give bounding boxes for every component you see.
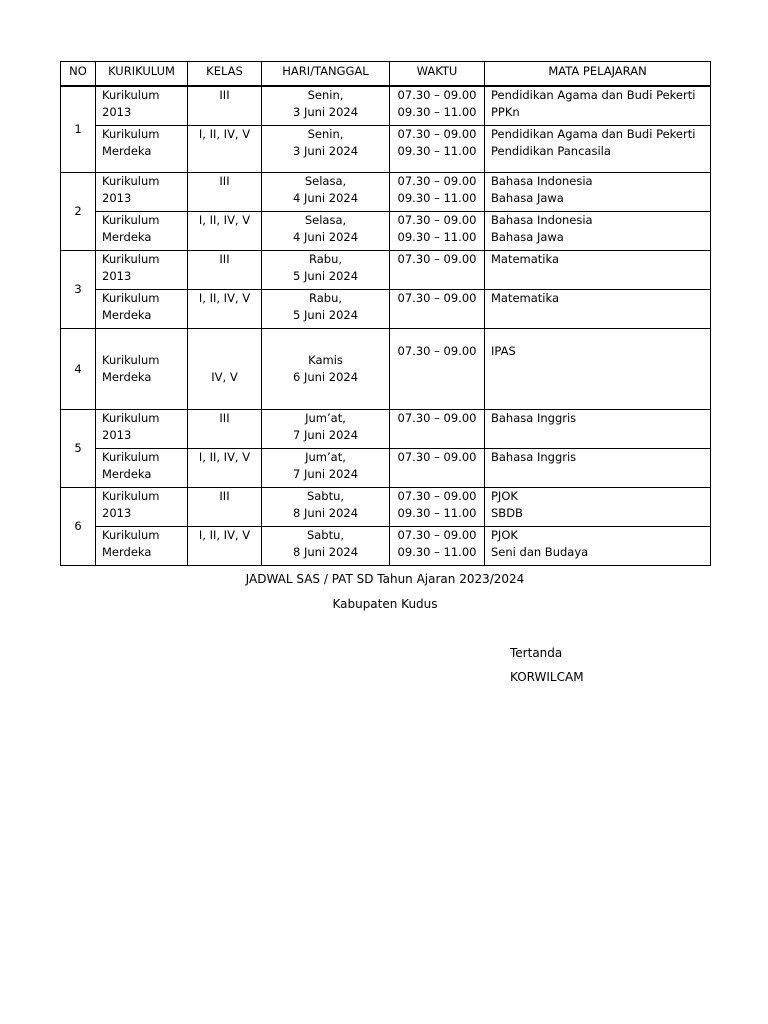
cell-hari-tanggal-line: Sabtu,: [306, 489, 345, 503]
row-number: 6: [61, 488, 96, 566]
cell-kelas: I, II, IV, V: [188, 212, 262, 251]
cell-mata-pelajaran-line: Bahasa Jawa: [491, 191, 564, 205]
cell-hari-tanggal: [262, 212, 390, 251]
cell-hari-tanggal-line: Jum’at,: [305, 450, 346, 464]
table-row: [61, 290, 711, 329]
cell-waktu: [390, 251, 485, 290]
cell-mata-pelajaran: [485, 126, 711, 173]
cell-hari-tanggal: [262, 329, 390, 410]
cell-mata-pelajaran-line: PJOK: [491, 528, 518, 542]
signature-label: Tertanda: [510, 646, 563, 660]
cell-waktu: [390, 410, 485, 449]
cell-hari-tanggal-line: 5 Juni 2024: [292, 269, 359, 283]
table-row: [61, 329, 711, 410]
cell-kelas: I, II, IV, V: [188, 449, 262, 488]
cell-waktu-line: 07.30 – 09.00: [397, 489, 477, 503]
cell-hari-tanggal-line: Selasa,: [304, 174, 347, 188]
cell-hari-tanggal-line: 5 Juni 2024: [292, 308, 359, 322]
cell-mata-pelajaran-line: Pendidikan Pancasila: [491, 144, 611, 158]
cell-waktu-line: 07.30 – 09.00: [397, 127, 477, 141]
row-number: 3: [61, 251, 96, 329]
table-row: [61, 212, 711, 251]
cell-kurikulum-line: Merdeka: [102, 144, 152, 158]
cell-hari-tanggal: [262, 527, 390, 566]
cell-kelas: III: [188, 173, 262, 212]
cell-hari-tanggal-line: 7 Juni 2024: [292, 428, 359, 442]
table-row: [61, 126, 711, 173]
cell-hari-tanggal-line: Jum’at,: [305, 411, 346, 425]
cell-kurikulum: [96, 86, 188, 126]
cell-kurikulum-line: Kurikulum: [102, 411, 160, 425]
cell-hari-tanggal-line: Senin,: [307, 88, 344, 102]
cell-kurikulum: [96, 173, 188, 212]
cell-mata-pelajaran: [485, 251, 711, 290]
cell-hari-tanggal-line: 6 Juni 2024: [292, 370, 359, 384]
cell-mata-pelajaran-line: Bahasa Jawa: [491, 230, 564, 244]
cell-hari-tanggal: [262, 410, 390, 449]
cell-mata-pelajaran-line: PJOK: [491, 489, 518, 503]
cell-waktu: [390, 527, 485, 566]
cell-kurikulum: [96, 126, 188, 173]
cell-mata-pelajaran-line: Pendidikan Agama dan Budi Pekerti: [491, 88, 696, 102]
cell-kelas: I, II, IV, V: [188, 290, 262, 329]
cell-mata-pelajaran: [485, 290, 711, 329]
cell-kurikulum-line: Kurikulum: [102, 528, 160, 542]
cell-kurikulum-line: 2013: [102, 269, 132, 283]
cell-kurikulum-line: Kurikulum: [102, 88, 160, 102]
header-kelas: KELAS: [188, 62, 262, 87]
cell-mata-pelajaran-line: Matematika: [491, 252, 560, 266]
cell-kurikulum: [96, 527, 188, 566]
cell-kelas: III: [188, 410, 262, 449]
cell-kurikulum: [96, 449, 188, 488]
cell-waktu-line: 09.30 – 11.00: [397, 230, 477, 244]
cell-waktu: [390, 488, 485, 527]
cell-mata-pelajaran: [485, 212, 711, 251]
cell-kurikulum-line: Kurikulum: [102, 127, 160, 141]
cell-waktu-line: 07.30 – 09.00: [397, 528, 477, 542]
cell-waktu: [390, 449, 485, 488]
cell-waktu: [390, 290, 485, 329]
cell-mata-pelajaran-line: Pendidikan Agama dan Budi Pekerti: [491, 127, 696, 141]
cell-mata-pelajaran-line: Seni dan Budaya: [491, 545, 589, 559]
document-region: Kabupaten Kudus: [332, 597, 438, 611]
cell-hari-tanggal-line: 8 Juni 2024: [292, 506, 359, 520]
cell-waktu: [390, 173, 485, 212]
cell-kurikulum-line: Kurikulum: [102, 174, 160, 188]
cell-hari-tanggal-line: Senin,: [307, 127, 344, 141]
cell-waktu-line: 07.30 – 09.00: [397, 213, 477, 227]
cell-kelas: I, II, IV, V: [188, 126, 262, 173]
cell-kurikulum-line: Merdeka: [102, 467, 152, 481]
cell-kurikulum: [96, 410, 188, 449]
cell-hari-tanggal: [262, 290, 390, 329]
cell-waktu-line: 09.30 – 11.00: [397, 144, 477, 158]
cell-kurikulum: [96, 488, 188, 527]
cell-waktu-line: 09.30 – 11.00: [397, 506, 477, 520]
cell-waktu: [390, 329, 485, 410]
cell-kurikulum: [96, 329, 188, 410]
cell-waktu-line: 07.30 – 09.00: [397, 252, 477, 266]
cell-waktu-line: 09.30 – 11.00: [397, 105, 477, 119]
cell-hari-tanggal: [262, 126, 390, 173]
cell-hari-tanggal-line: Sabtu,: [306, 528, 345, 542]
signature-office: KORWILCAM: [510, 670, 584, 684]
table-row: [61, 410, 711, 449]
cell-waktu: [390, 212, 485, 251]
cell-kurikulum-line: Kurikulum: [102, 213, 160, 227]
table-row: [61, 251, 711, 290]
cell-mata-pelajaran: [485, 173, 711, 212]
table-row: [61, 527, 711, 566]
cell-hari-tanggal-line: 7 Juni 2024: [292, 467, 359, 481]
cell-waktu: [390, 86, 485, 126]
cell-waktu-line: 09.30 – 11.00: [397, 545, 477, 559]
cell-kurikulum: [96, 212, 188, 251]
cell-mata-pelajaran: [485, 527, 711, 566]
header-no: NO: [61, 62, 96, 87]
cell-waktu-line: 07.30 – 09.00: [397, 344, 477, 358]
cell-kurikulum-line: Kurikulum: [102, 291, 160, 305]
header-kurikulum: KURIKULUM: [96, 62, 188, 87]
cell-hari-tanggal: [262, 251, 390, 290]
row-number: 2: [61, 173, 96, 251]
cell-hari-tanggal-line: 3 Juni 2024: [292, 144, 359, 158]
table-row: [61, 488, 711, 527]
cell-hari-tanggal: [262, 86, 390, 126]
header-waktu: WAKTU: [390, 62, 485, 87]
cell-kelas: I, II, IV, V: [188, 527, 262, 566]
cell-hari-tanggal: [262, 488, 390, 527]
cell-waktu: [390, 126, 485, 173]
table-header-row: [61, 62, 711, 87]
cell-kurikulum: [96, 251, 188, 290]
cell-hari-tanggal-line: 3 Juni 2024: [292, 105, 359, 119]
cell-kurikulum-line: 2013: [102, 506, 132, 520]
header-mata-pelajaran: MATA PELAJARAN: [485, 62, 711, 87]
cell-kurikulum-line: Merdeka: [102, 230, 152, 244]
cell-kurikulum-line: Merdeka: [102, 370, 152, 384]
cell-mata-pelajaran-line: Bahasa Inggris: [491, 411, 577, 425]
cell-mata-pelajaran: [485, 329, 711, 410]
cell-hari-tanggal-line: Kamis: [308, 353, 343, 367]
table-row: [61, 173, 711, 212]
row-number: 5: [61, 410, 96, 488]
cell-kelas: III: [188, 488, 262, 527]
cell-kurikulum-line: Kurikulum: [102, 489, 160, 503]
header-hari-tanggal: HARI/TANGGAL: [262, 62, 390, 87]
cell-hari-tanggal-line: Rabu,: [308, 252, 343, 266]
row-number: 4: [61, 329, 96, 410]
cell-kurikulum-line: 2013: [102, 191, 132, 205]
cell-mata-pelajaran: [485, 488, 711, 527]
cell-waktu-line: 07.30 – 09.00: [397, 88, 477, 102]
cell-mata-pelajaran-line: Matematika: [491, 291, 560, 305]
cell-mata-pelajaran-line: PPKn: [491, 105, 520, 119]
table-row: [61, 449, 711, 488]
cell-mata-pelajaran-line: SBDB: [491, 506, 523, 520]
cell-waktu-line: 07.30 – 09.00: [397, 450, 477, 464]
cell-kurikulum-line: Kurikulum: [102, 252, 160, 266]
cell-hari-tanggal: [262, 173, 390, 212]
cell-kurikulum-line: Merdeka: [102, 308, 152, 322]
cell-kurikulum-line: Merdeka: [102, 545, 152, 559]
cell-mata-pelajaran: [485, 449, 711, 488]
cell-mata-pelajaran: [485, 410, 711, 449]
cell-kelas: III: [188, 251, 262, 290]
cell-waktu-line: 07.30 – 09.00: [397, 291, 477, 305]
schedule-body: [61, 86, 711, 566]
table-row: [61, 86, 711, 126]
cell-mata-pelajaran-line: Bahasa Indonesia: [491, 213, 593, 227]
cell-waktu-line: 07.30 – 09.00: [397, 174, 477, 188]
schedule-table: [60, 61, 711, 566]
cell-hari-tanggal-line: Rabu,: [308, 291, 343, 305]
cell-waktu-line: 07.30 – 09.00: [397, 411, 477, 425]
document-title: JADWAL SAS / PAT SD Tahun Ajaran 2023/2024: [245, 572, 525, 586]
cell-kelas: III: [188, 86, 262, 126]
cell-hari-tanggal-line: 4 Juni 2024: [292, 191, 359, 205]
cell-hari-tanggal-line: 4 Juni 2024: [292, 230, 359, 244]
cell-mata-pelajaran-line: IPAS: [491, 344, 516, 358]
cell-hari-tanggal-line: 8 Juni 2024: [292, 545, 359, 559]
cell-kelas: IV, V: [188, 329, 262, 410]
row-number: 1: [61, 86, 96, 173]
cell-waktu-line: 09.30 – 11.00: [397, 191, 477, 205]
cell-mata-pelajaran-line: Bahasa Indonesia: [491, 174, 593, 188]
cell-kurikulum-line: Kurikulum: [102, 450, 160, 464]
cell-mata-pelajaran-line: Bahasa Inggris: [491, 450, 577, 464]
cell-kurikulum: [96, 290, 188, 329]
cell-mata-pelajaran: [485, 86, 711, 126]
cell-hari-tanggal-line: Selasa,: [304, 213, 347, 227]
cell-kurikulum-line: Kurikulum: [102, 353, 160, 367]
cell-kurikulum-line: 2013: [102, 428, 132, 442]
cell-kurikulum-line: 2013: [102, 105, 132, 119]
cell-hari-tanggal: [262, 449, 390, 488]
